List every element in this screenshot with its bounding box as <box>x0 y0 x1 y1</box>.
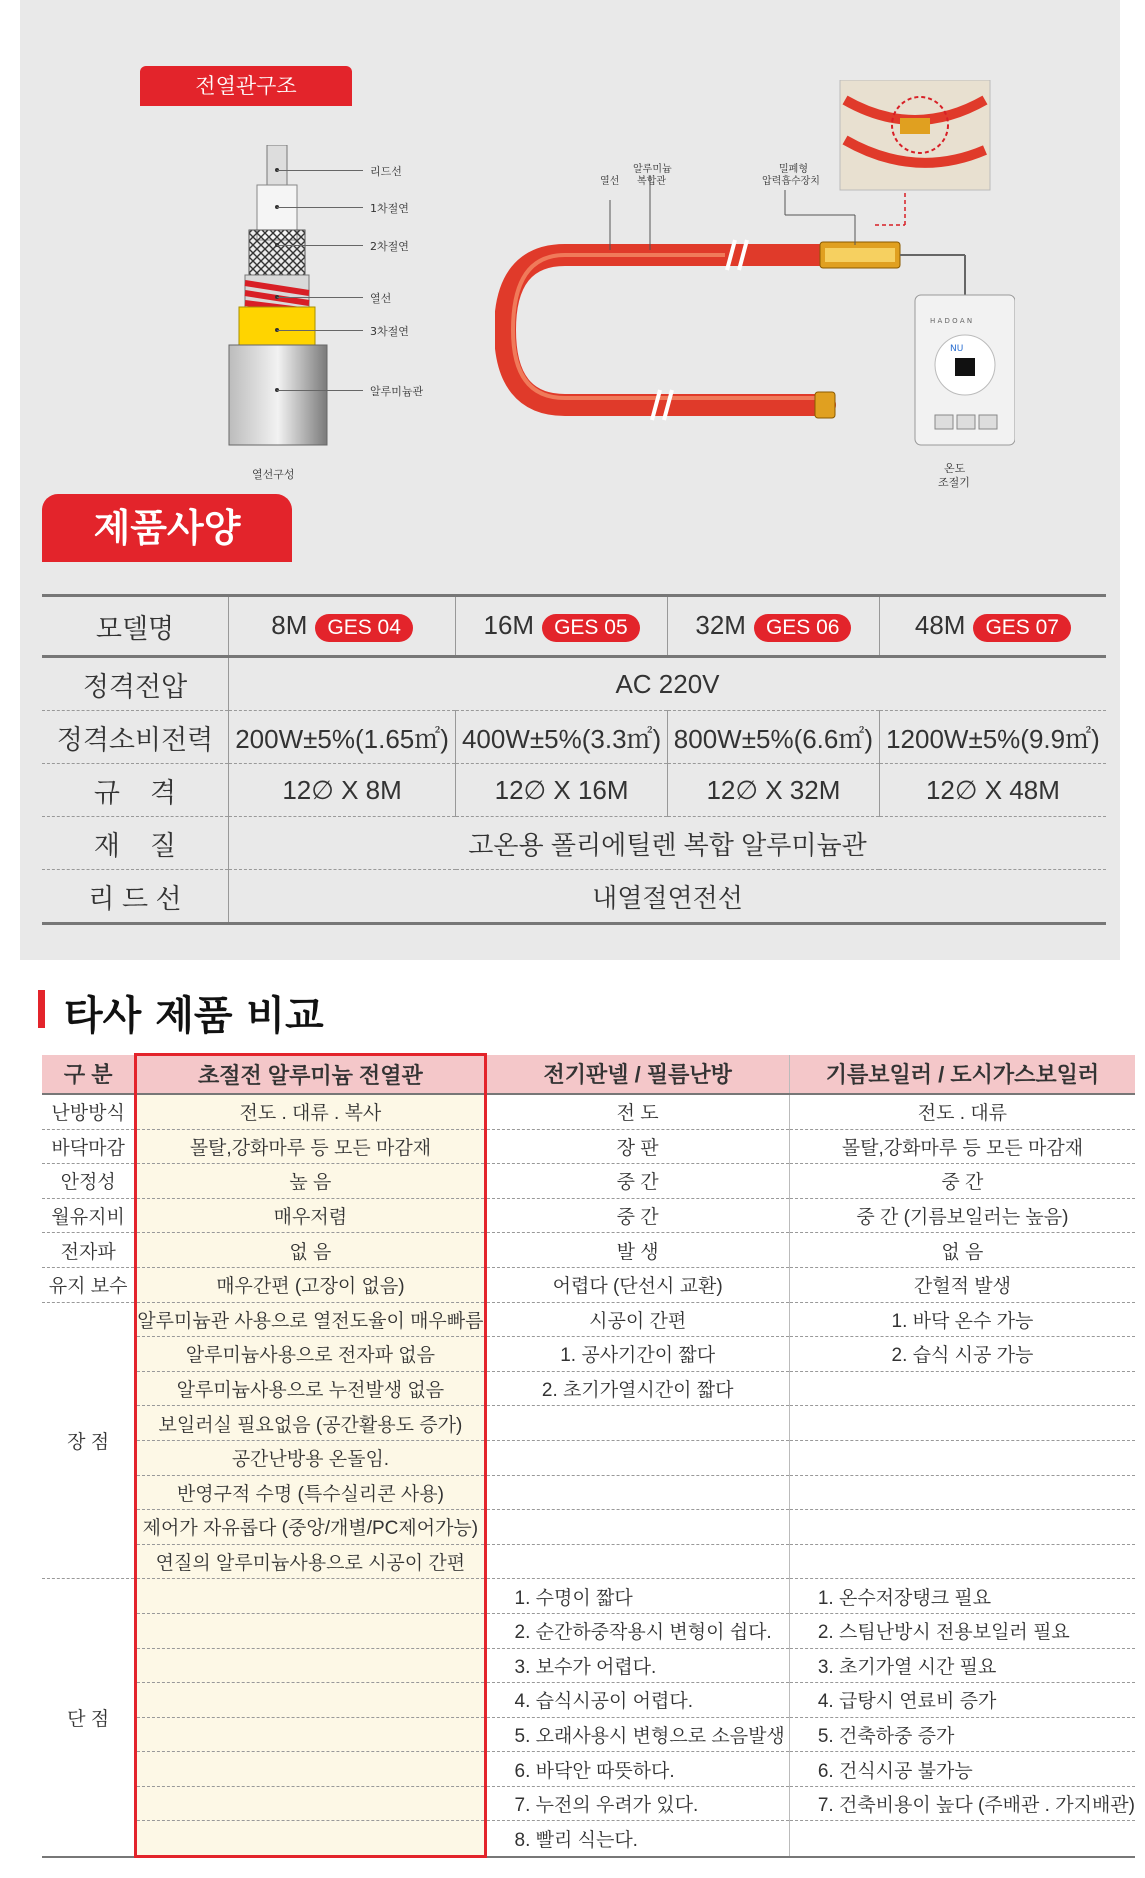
spec-row-header: 모델명 <box>42 596 229 657</box>
compare-cell: 4. 급탕시 연료비 증가 <box>789 1683 1135 1718</box>
spec-row-size <box>42 764 1106 817</box>
compare-cell: 구 분 <box>42 1055 136 1095</box>
compare-cell <box>136 1579 485 1614</box>
compare-cell: 1. 수명이 짧다 <box>485 1579 789 1614</box>
pipe-composite-label: 알루미늄 <box>633 164 672 175</box>
compare-cell <box>136 1786 485 1821</box>
compare-cell: 2. 순간하중작용시 변형이 쉽다. <box>485 1613 789 1648</box>
model-length: 16M <box>483 610 535 641</box>
compare-cell <box>789 1544 1135 1579</box>
compare-cell <box>789 1406 1135 1441</box>
compare-merit-row <box>42 1475 1135 1510</box>
compare-cell: 매우간편 (고장이 없음) <box>136 1267 485 1302</box>
heating-pipe-diagram <box>495 80 1015 460</box>
compare-header-row <box>42 1055 1135 1095</box>
compare-row <box>42 1267 1135 1302</box>
compare-merit-row <box>42 1337 1135 1372</box>
compare-cell: 전도 . 대류 <box>789 1094 1135 1129</box>
spec-title: 제품사양 <box>42 494 292 562</box>
compare-cell: 몰탈,강화마루 등 모든 마감재 <box>136 1129 485 1164</box>
compare-cell: 전도 . 대류 . 복사 <box>136 1094 485 1129</box>
layer-label: 2차절연 <box>370 240 409 253</box>
compare-cell <box>485 1510 789 1545</box>
compare-merit-row <box>42 1371 1135 1406</box>
merit-label: 장 점 <box>42 1302 136 1579</box>
controller-brand: H A D O A N <box>930 317 973 325</box>
compare-cell <box>789 1821 1135 1857</box>
compare-cell <box>789 1371 1135 1406</box>
compare-cell: 알루미늄사용으로 전자파 없음 <box>136 1337 485 1372</box>
spec-row-header: 정격소비전력 <box>42 711 229 764</box>
model-code-badge: GES 06 <box>754 614 852 642</box>
sealed-device-label: 압력흡수장치 <box>762 176 820 187</box>
compare-cell: 중 간 <box>485 1164 789 1199</box>
model-code-badge: GES 07 <box>973 614 1071 642</box>
spec-value: 내열절연전선 <box>229 870 1107 924</box>
compare-cell: 2. 스팀난방시 전용보일러 필요 <box>789 1613 1135 1648</box>
compare-row <box>42 1164 1135 1199</box>
compare-cell: 2. 초기가열시간이 짧다 <box>485 1371 789 1406</box>
compare-merit-row <box>42 1440 1135 1475</box>
model-length: 32M <box>695 610 746 641</box>
compare-cell: 3. 보수가 어렵다. <box>485 1648 789 1683</box>
structure-caption: 열선구성 <box>252 468 295 481</box>
layer-label: 1차절연 <box>370 202 409 215</box>
compare-cell: 어렵다 (단선시 교환) <box>485 1267 789 1302</box>
model-code-badge: GES 04 <box>315 614 413 642</box>
model-length: 8M <box>271 610 308 641</box>
structure-title: 전열관구조 <box>140 66 352 106</box>
spec-value: 200W±5%(1.65㎡) <box>229 711 456 764</box>
compare-cell: 기름보일러 / 도시가스보일러 <box>789 1055 1135 1095</box>
compare-cell <box>136 1613 485 1648</box>
compare-demerit-row <box>42 1648 1135 1683</box>
compare-title: 타사 제품 비교 <box>64 993 324 1039</box>
compare-row <box>42 1198 1135 1233</box>
compare-demerit-row <box>42 1752 1135 1787</box>
compare-cell: 전 도 <box>485 1094 789 1129</box>
compare-cell: 초절전 알루미늄 전열관 <box>136 1055 485 1095</box>
compare-cell: 6. 건식시공 불가능 <box>789 1752 1135 1787</box>
spec-value: 800W±5%(6.6㎡) <box>668 711 880 764</box>
spec-value: 12∅ X 32M <box>668 764 880 817</box>
compare-cell: 시공이 간편 <box>485 1302 789 1337</box>
compare-cell: 연질의 알루미늄사용으로 시공이 간편 <box>136 1544 485 1579</box>
layer-label: 열선 <box>370 292 392 305</box>
compare-cell <box>136 1821 485 1857</box>
spec-value: 12∅ X 8M <box>229 764 456 817</box>
compare-row <box>42 1129 1135 1164</box>
compare-cell: 바닥마감 <box>42 1129 136 1164</box>
compare-merit-row <box>42 1544 1135 1579</box>
controller-label: 조절기 <box>938 476 970 489</box>
compare-cell: 1. 온수저장탱크 필요 <box>789 1579 1135 1614</box>
layer-label: 알루미늄관 <box>370 385 424 398</box>
compare-cell: 5. 건축하중 증가 <box>789 1717 1135 1752</box>
compare-cell: 3. 초기가열 시간 필요 <box>789 1648 1135 1683</box>
compare-table <box>42 1053 1135 1858</box>
compare-cell: 6. 바닥안 따뜻하다. <box>485 1752 789 1787</box>
compare-cell: 1. 공사기간이 짧다 <box>485 1337 789 1372</box>
spec-value: 400W±5%(3.3㎡) <box>456 711 668 764</box>
compare-merit-row <box>42 1510 1135 1545</box>
compare-demerit-row <box>42 1683 1135 1718</box>
compare-cell: 1. 바닥 온수 가능 <box>789 1302 1135 1337</box>
compare-cell <box>789 1475 1135 1510</box>
pipe-wire-label: 열선 <box>600 176 620 187</box>
compare-cell <box>485 1440 789 1475</box>
spec-row-header: 정격전압 <box>42 657 229 711</box>
compare-cell: 보일러실 필요없음 (공간활용도 증가) <box>136 1406 485 1441</box>
compare-cell <box>789 1510 1135 1545</box>
compare-cell: 5. 오래사용시 변형으로 소음발생 <box>485 1717 789 1752</box>
compare-demerit-row <box>42 1786 1135 1821</box>
spec-value: 1200W±5%(9.9㎡) <box>879 711 1106 764</box>
compare-cell <box>485 1475 789 1510</box>
compare-merit-row <box>42 1406 1135 1441</box>
compare-cell: 제어가 자유롭다 (중앙/개별/PC제어가능) <box>136 1510 485 1545</box>
compare-demerit-row <box>42 1717 1135 1752</box>
compare-cell: 간헐적 발생 <box>789 1267 1135 1302</box>
compare-cell: 7. 누전의 우려가 있다. <box>485 1786 789 1821</box>
compare-cell: 없 음 <box>789 1233 1135 1268</box>
model-code-badge: GES 05 <box>542 614 640 642</box>
compare-cell: 난방방식 <box>42 1094 136 1129</box>
compare-cell: 8. 빨리 식는다. <box>485 1821 789 1857</box>
compare-cell: 중 간 (기름보일러는 높음) <box>789 1198 1135 1233</box>
compare-cell: 알루미늄사용으로 누전발생 없음 <box>136 1371 485 1406</box>
sealed-device-label: 밀폐형 <box>779 164 808 175</box>
spec-row-header: 규 격 <box>42 764 229 817</box>
compare-cell: 공간난방용 온돌임. <box>136 1440 485 1475</box>
compare-cell: 안정성 <box>42 1164 136 1199</box>
compare-demerit-row <box>42 1613 1135 1648</box>
compare-cell: 중 간 <box>789 1164 1135 1199</box>
layer-label: 리드선 <box>370 165 402 178</box>
spec-table <box>42 594 1106 925</box>
compare-cell: 장 판 <box>485 1129 789 1164</box>
compare-cell: 발 생 <box>485 1233 789 1268</box>
compare-cell <box>136 1648 485 1683</box>
compare-cell <box>789 1440 1135 1475</box>
compare-cell <box>485 1544 789 1579</box>
compare-cell <box>136 1717 485 1752</box>
compare-cell: 매우저렴 <box>136 1198 485 1233</box>
compare-cell: 없 음 <box>136 1233 485 1268</box>
spec-value: 고온용 폴리에틸렌 복합 알루미늄관 <box>229 817 1107 870</box>
compare-cell: 유지 보수 <box>42 1267 136 1302</box>
compare-demerit-row <box>42 1579 1135 1614</box>
compare-cell: 4. 습식시공이 어렵다. <box>485 1683 789 1718</box>
model-length: 48M <box>914 610 966 641</box>
compare-cell <box>136 1683 485 1718</box>
compare-cell: 높 음 <box>136 1164 485 1199</box>
controller-label: 온도 <box>944 462 966 475</box>
cable-cross-section <box>225 145 335 455</box>
compare-cell: 7. 건축비용이 높다 (주배관 . 가지배관) <box>789 1786 1135 1821</box>
compare-row <box>42 1094 1135 1129</box>
spec-row-power <box>42 711 1106 764</box>
layer-label: 3차절연 <box>370 325 409 338</box>
spec-row-lead <box>42 870 1106 924</box>
spec-value: 12∅ X 16M <box>456 764 668 817</box>
compare-cell: 전기판넬 / 필름난방 <box>485 1055 789 1095</box>
compare-cell: 전자파 <box>42 1233 136 1268</box>
compare-cell <box>136 1752 485 1787</box>
controller-logo: NU <box>950 344 964 354</box>
spec-row-model <box>42 596 1106 657</box>
compare-row <box>42 1233 1135 1268</box>
compare-cell: 몰탈,강화마루 등 모든 마감재 <box>789 1129 1135 1164</box>
spec-value: AC 220V <box>229 657 1107 711</box>
spec-row-voltage <box>42 657 1106 711</box>
compare-cell: 알루미늄관 사용으로 열전도율이 매우빠름 <box>136 1302 485 1337</box>
compare-title-bar <box>38 990 45 1028</box>
compare-cell: 중 간 <box>485 1198 789 1233</box>
compare-merit-row <box>42 1302 1135 1337</box>
compare-cell: 월유지비 <box>42 1198 136 1233</box>
spec-row-header: 리 드 선 <box>42 870 229 924</box>
spec-row-header: 재 질 <box>42 817 229 870</box>
demerit-label: 단 점 <box>42 1579 136 1857</box>
compare-cell: 반영구적 수명 (특수실리콘 사용) <box>136 1475 485 1510</box>
compare-cell <box>485 1406 789 1441</box>
compare-demerit-row <box>42 1821 1135 1857</box>
pipe-composite-label: 복합관 <box>637 176 666 187</box>
compare-cell: 2. 습식 시공 가능 <box>789 1337 1135 1372</box>
spec-value: 12∅ X 48M <box>879 764 1106 817</box>
spec-row-material <box>42 817 1106 870</box>
